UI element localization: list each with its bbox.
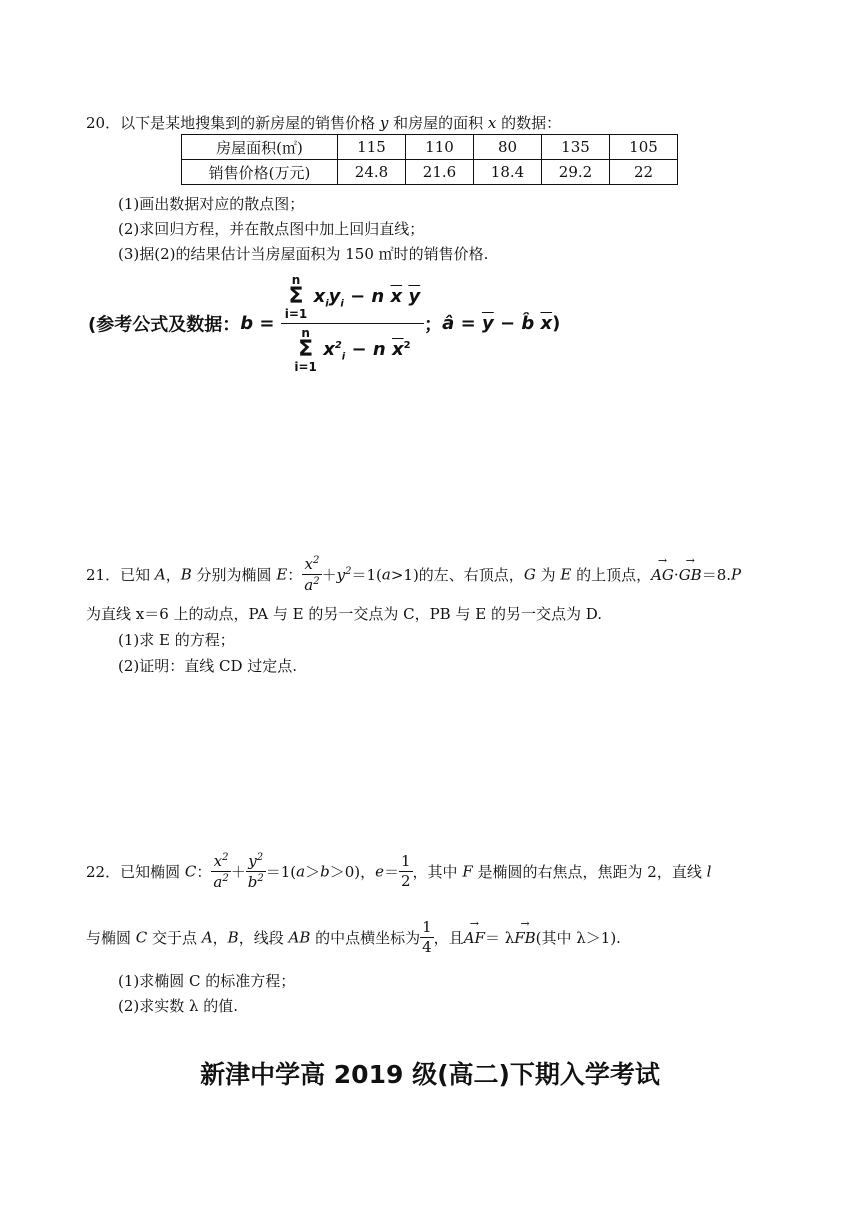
q20-part-1: (1)画出数据对应的散点图； [118,195,305,213]
q21-text: >1)的左、右顶点， [390,566,524,584]
table-row [182,160,678,185]
q20-data-table [181,134,678,185]
formula-end: ) [552,313,561,334]
q22-var-a-point: A [201,928,213,947]
q21-text: 为 [535,566,561,584]
q20-var-y: y [379,114,389,132]
q21-text: ＋ [321,566,337,584]
q22-var-b: b [320,862,330,881]
q20-var-x: x [487,114,497,132]
q22-number: 22． [86,863,121,881]
q20-stem-text-a: 以下是某地搜集到的新房屋的销售价格 [120,114,380,132]
q22-var-b-point: B [227,928,239,947]
q22-text: ， [212,929,228,947]
q21-text: 的上顶点， [571,566,652,584]
q21-var-e: E [560,565,572,584]
q22-part-2: (2)求实数 λ 的值. [118,997,239,1015]
q21-part-2: (2)证明：直线 CD 过定点. [118,657,298,675]
q22-var-l: l [706,862,712,881]
q21-text: ＝1( [351,566,382,584]
q21-text: 已知 [120,566,155,584]
table-cell: 29.2 [542,160,610,185]
q20-stem-text-c: 的数据： [496,114,562,132]
table-cell: 24.8 [338,160,406,185]
q22-line-1 [86,853,711,890]
q20-stem-text-b: 和房屋的面积 [388,114,488,132]
formula-b-fraction: n Σ i=1 $x_iy_i - n$ $\overline{x}$ $\overline{y}$ n Σ i=1 $x^2_i - n$ $\overline{x}^2$ [281,274,424,373]
q22-text: 的中点横坐标为 [310,929,421,947]
table-row-head-area: 房屋面积(㎡) [182,135,338,160]
q20-part-3: (3)据(2)的结果估计当房屋面积为 150 ㎡时的销售价格. [118,245,489,263]
q21-text: 分别为椭圆 [191,566,277,584]
table-cell: 105 [610,135,678,160]
q22-fraction-one-half: $\frac{1}{2}$ [401,852,411,890]
q22-var-c: C [135,928,148,947]
q21-vector-gb: → GB [679,566,702,584]
q22-text: ＝ [383,863,399,881]
q22-text: 交于点 [147,929,202,947]
q22-text: ＞ [305,863,321,881]
q21-var-a-small: a [381,565,391,584]
q22-line-2 [86,920,621,955]
table-cell: 21.6 [406,160,474,185]
q21-fraction-x2-a2: $\frac{x^2}{a^2}$ [304,555,320,594]
q22-text: ＞0)， [329,863,376,881]
table-cell: 115 [338,135,406,160]
q22-var-c: C [184,862,197,881]
q21-part-1: (1)求 E 的方程； [118,631,235,649]
q22-var-e: e [375,862,384,881]
q22-fraction-x2-a2: $\frac{x^2}{a^2}$ [213,852,229,891]
q22-text: ，线段 [238,929,289,947]
q21-var-p: P [731,565,742,584]
table-cell: 22 [610,160,678,185]
q22-text: ，且 [433,929,464,947]
q20-part-2: (2)求回归方程，并在散点图中加上回归直线； [118,220,425,238]
table-row-head-price: 销售价格(万元) [182,160,338,185]
q22-part-1: (1)求椭圆 C 的标准方程； [118,972,296,990]
exam-title: 新津中学高 2019 级(高二)下期入学考试 [200,1060,660,1089]
q22-text: 与椭圆 [86,929,136,947]
q22-var-f: F [462,862,473,881]
table-cell: 110 [406,135,474,160]
q21-text: ： [287,566,303,584]
q22-text: ，其中 [412,863,463,881]
q20-number: 20． [86,114,121,132]
q21-text: ， [165,566,181,584]
q22-vector-af: → AF [464,929,485,947]
q21-vector-ag: → AG [651,566,674,584]
q21-var-a: A [154,565,166,584]
q21-number: 21． [86,566,121,584]
formula-label: (参考公式及数据： [88,314,241,336]
q22-text: 是椭圆的右焦点，焦距为 2，直线 [472,863,707,881]
q21-line-2: 为直线 x＝6 上的动点，PA 与 E 的另一交点为 C，PB 与 E 的另一交点为 D. [86,605,602,623]
q22-text: (其中 λ＞1). [535,929,621,947]
q22-text: ： [196,863,212,881]
q22-text: ＋ [230,863,246,881]
q22-text: 已知椭圆 [120,863,185,881]
table-cell: 18.4 [474,160,542,185]
q22-fraction-one-quarter: $\frac{1}{4}$ [422,918,432,956]
q22-text: ＝1( [265,863,297,881]
q20-stem [86,112,561,133]
table-cell: 135 [542,135,610,160]
table-row [182,135,678,160]
table-cell: 80 [474,135,542,160]
q22-var-a: a [296,862,306,881]
q20-reference-formula: (参考公式及数据：b = n Σ i=1 $x_iy_i - n$ $\overline{x}$ $\overline{y}$ n Σ i=1 $x^2_i - n$ $\overline{x}^2$ ；â = $\overline{y}$ − b̂ $\overline{x}$) [88,273,561,374]
q22-vector-fb: → FB [514,929,535,947]
q22-text: ＝ λ [484,929,515,947]
q21-var-e: E [276,565,288,584]
q21-text: ＝8. [701,566,732,584]
q21-line-1: 21．已知 A，B 分别为椭圆 E： $\frac{x^2}{a^2}$ $+y^2=1(a>1)$的左、右顶点，G 为 E 的上顶点，→ AG·→ GB＝8.P [86,556,741,593]
q21-var-b: B [180,565,192,584]
q22-fraction-y2-b2: $\frac{y^2}{b^2}$ [247,852,264,891]
q21-var-g: G [523,565,536,584]
q22-var-ab: AB [288,928,311,947]
